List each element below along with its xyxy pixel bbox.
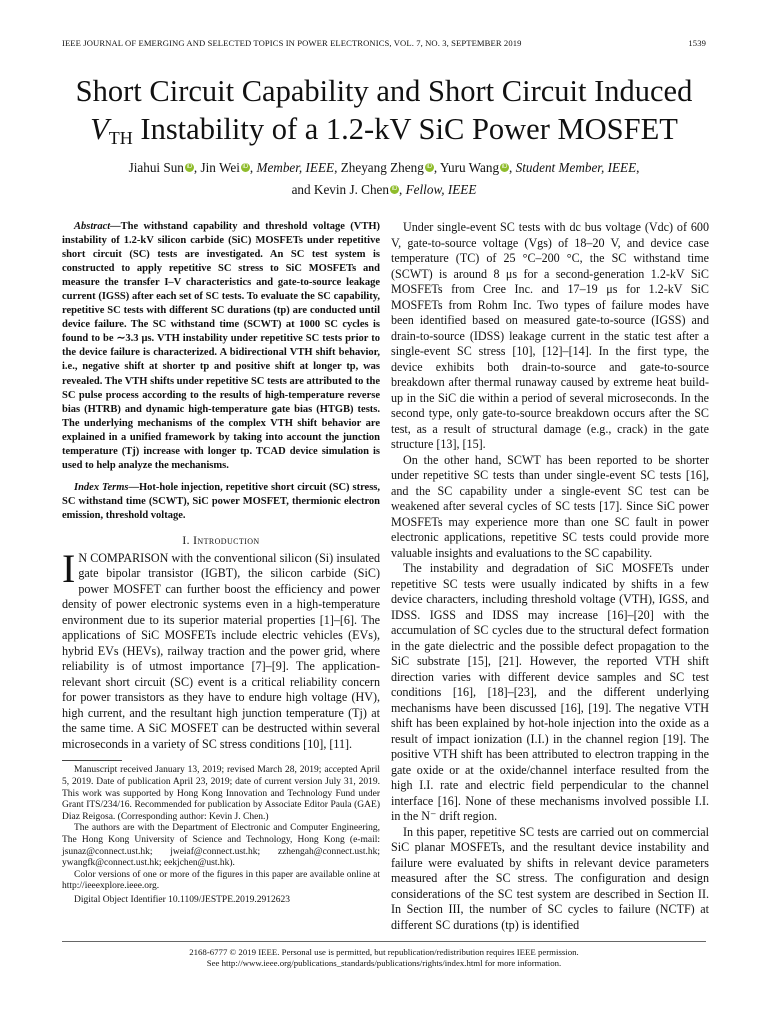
- footnote-manuscript: Manuscript received January 13, 2019; revised March 28, 2019; accepted April 5, 2019. Date of publication April 23, 2019; date of current version July 31, 2019. This work was supported by Hong Kong Innovation and Technology Fund under Grant ITS/234/16. Recommended for publication by Associate Editor Paula (GAE) Diaz Reigosa. (Corresponding author: Kevin J. Chen.): [62, 765, 380, 822]
- section-heading-introduction: I. Introduction: [182, 534, 260, 547]
- authors-line-2: and Kevin J. Chen iD , Fellow, IEEE: [291, 182, 477, 197]
- orcid-icon[interactable]: iD: [186, 164, 193, 170]
- copyright-notice: [62, 947, 706, 969]
- paragraph-repetitive-sc: On the other hand, SCWT has been reported to be shorter under repetitive SC tests than under single-event SC tests [16], and the SC capability under a single-event SC test can be weakened after several cycles of SC tests [17]. Since SiC power MOSFETs may experience more than one SC fault in power electronic applications, repetitive SC tests could provide more valuable insights and evaluations to the SC capability.: [391, 452, 709, 560]
- paragraph-this-paper: In this paper, repetitive SC tests are carried out on commercial SiC planar MOSFETs, and the resultant device instability and failure were evaluated by shifts in relevant device parameters measured after the SC stress. The configuration and design considerations of the SC test system are described in Section II. In Section III, the number of SC cycles to failure (NCTF) at different SC durations (tp) is identified: [391, 824, 709, 932]
- dropcap: I: [62, 545, 76, 591]
- index-terms: Index Terms—Hot-hole injection, repetitive short circuit (SC) stress, SC withstand time (SCWT), SiC power MOSFET, thermionic electron emission, threshold voltage.: [62, 481, 380, 521]
- paragraph-single-event: Under single-event SC tests with dc bus voltage (Vdc) of 600 V, gate-to-source voltage (Vgs) of 18–20 V, and device case temperature (TC) of 25 °C–200 °C, the SC withstand time (SCWT) is around 8 μs for a second-generation 1.2-kV SiC MOSFETs from Cree Inc. and 17–19 μs for 1.2-kV SiC MOSFETs from Rohm Inc. Two types of failure modes have been identified based on measured gate-to-source (IGSS) and drain-to-source (IDSS) leakage current in the static test after a single-event SC stress [10], [12]–[14]. In the first type, the device exhibits both drain-to-source and gate-to-source breakdown after thermal runaway caused by extreme heat build-up in the SiC die within a period of several microseconds. In the second type, only gate-to-source breakdown occurs after the SC test, as a result of structural damage (e.g., crack) in the gate structure [13], [15].: [391, 220, 709, 451]
- paper-title: [40, 72, 728, 157]
- right-column: [391, 220, 709, 933]
- title-line-1: Short Circuit Capability and Short Circuit Induced: [75, 74, 693, 108]
- authors-line-1: Jiahui Sun iD , Jin Wei iD , Member, IEEE, Zheyang Zheng iD , Yuru Wang iD , Student Member, IEEE,: [128, 160, 640, 175]
- orcid-icon[interactable]: iD: [242, 164, 249, 170]
- footnote-affiliation: The authors are with the Department of Electronic and Computer Engineering, The Hong Kong University of Science and Technology, Hong Kong (e-mail: jsunaz@connect.ust.hk; jweiaf@connect.ust.hk; zzhengah@connect.ust.hk; ywangfk@connect.ust.hk; eekjchen@ust.hk).: [62, 823, 380, 869]
- abstract: Abstract—The withstand capability and threshold voltage (VTH) instability of 1.2-kV silicon carbide (SiC) MOSFETs under repetitive short circuit (SC) tests are investigated. An SC test system is constructed to apply repetitive SC stress to SiC MOSFETs and measure the transfer I–V characteristics and gate-to-source leakage current (IGSS) after each set of SC tests. To evaluate the SC capability, repetitive SC tests with different SC durations (tp) are conducted until device failure. The SC withstand time (SCWT) at 1000 SC cycles is found to be ∼3.3 μs. VTH instability under repetitive SC tests prior to the device failure is characterized. A bidirectional VTH shift behavior, i.e., negative shift at shorter tp and positive shift at longer tp, was revealed. The VTH shifts under repetitive SC tests are attributed to the SC pulse process according to the results of high-temperature reverse bias (HTRB) and dynamic high-temperature gate bias (HTGB) tests. The underlying mechanisms of the complex VTH shift behavior are explained in a unified framework by taking into account the junction temperature (Tj) increase with longer tp. TCAD device simulation is used to help analyze the mechanisms.: [62, 221, 380, 471]
- doi: Digital Object Identifier 10.1109/JESTPE.2019.2912623: [74, 895, 291, 906]
- orcid-icon[interactable]: iD: [391, 186, 398, 192]
- footnote-color: Color versions of one or more of the figures in this paper are available online at http://ieeexplore.ieee.org.: [62, 869, 380, 892]
- orcid-icon[interactable]: iD: [501, 164, 508, 170]
- copyright-line-1: 2168-6777 © 2019 IEEE. Personal use is permitted, but republication/redistribution requires IEEE permission.: [189, 947, 579, 957]
- intro-paragraph: I N COMPARISON with the conventional silicon (Si) insulated gate bipolar transistor (IGBT), the silicon carbide (SiC) power MOSFET can further boost the efficiency and power density of power electronic systems even in a high-temperature environment due to its superior material properties [1]–[6]. The applications of SiC MOSFETs include electric vehicles (EVs), hybrid EVs (HEVs), railway traction and the power grid, where reliability is of utmost importance [7]–[9]. The application-relevant short circuit (SC) event is a critical reliability concern for power transistors as they have to endure high voltage (HV), high current, and the resultant high junction temperature (Tj) at the same time. A SiC MOSFET can be destructed within several microseconds in a variety of SC stress conditions [10], [11].: [62, 545, 380, 751]
- copyright-line-2[interactable]: See http://www.ieee.org/publications_standards/publications/rights/index.html for more information.: [206, 958, 562, 968]
- title-line-2: $V_{TH}$ Instability of a 1.2-kV SiC Power MOSFET: [90, 112, 678, 148]
- bottom-rule: [62, 941, 706, 942]
- author-list: [50, 157, 718, 201]
- running-header: [62, 38, 706, 50]
- paragraph-instability: The instability and degradation of SiC MOSFETs under repetitive SC tests were usually indicated by shifts in a few device characters, including threshold voltage (VTH), IGSS, and IDSS. IGSS and IDSS may increase [16]–[20] with the accumulation of SC cycles due to the structural defect formation in the gate dielectric and the possible defect propagation to the SiC substrate [15], [21]. However, the reported VTH shift direction varies with different device samples and SC test conditions [16], [18]–[23], and the different underlying mechanisms have been discussed [16], [19]. The negative VTH shift has been explained by hot-hole injection into the oxide as a result of impact ionization (I.I.) in the channel region [19]. The positive VTH shift has been attributed to electron trapping in the gate oxide or at the oxide/channel interface resulted from the high I.I. rate and electric field perpendicular to the channel interface [16]. None of these mechanisms involved possible I.I. in the N⁻ drift region.: [391, 561, 709, 823]
- journal-name: IEEE JOURNAL OF EMERGING AND SELECTED TOPICS IN POWER ELECTRONICS, VOL. 7, NO. 3, SEPTEMBER 2019: [62, 38, 522, 48]
- orcid-icon[interactable]: iD: [426, 164, 433, 170]
- footnote-divider: [62, 760, 122, 761]
- page-number: 1539: [688, 38, 706, 48]
- left-column: [62, 220, 380, 907]
